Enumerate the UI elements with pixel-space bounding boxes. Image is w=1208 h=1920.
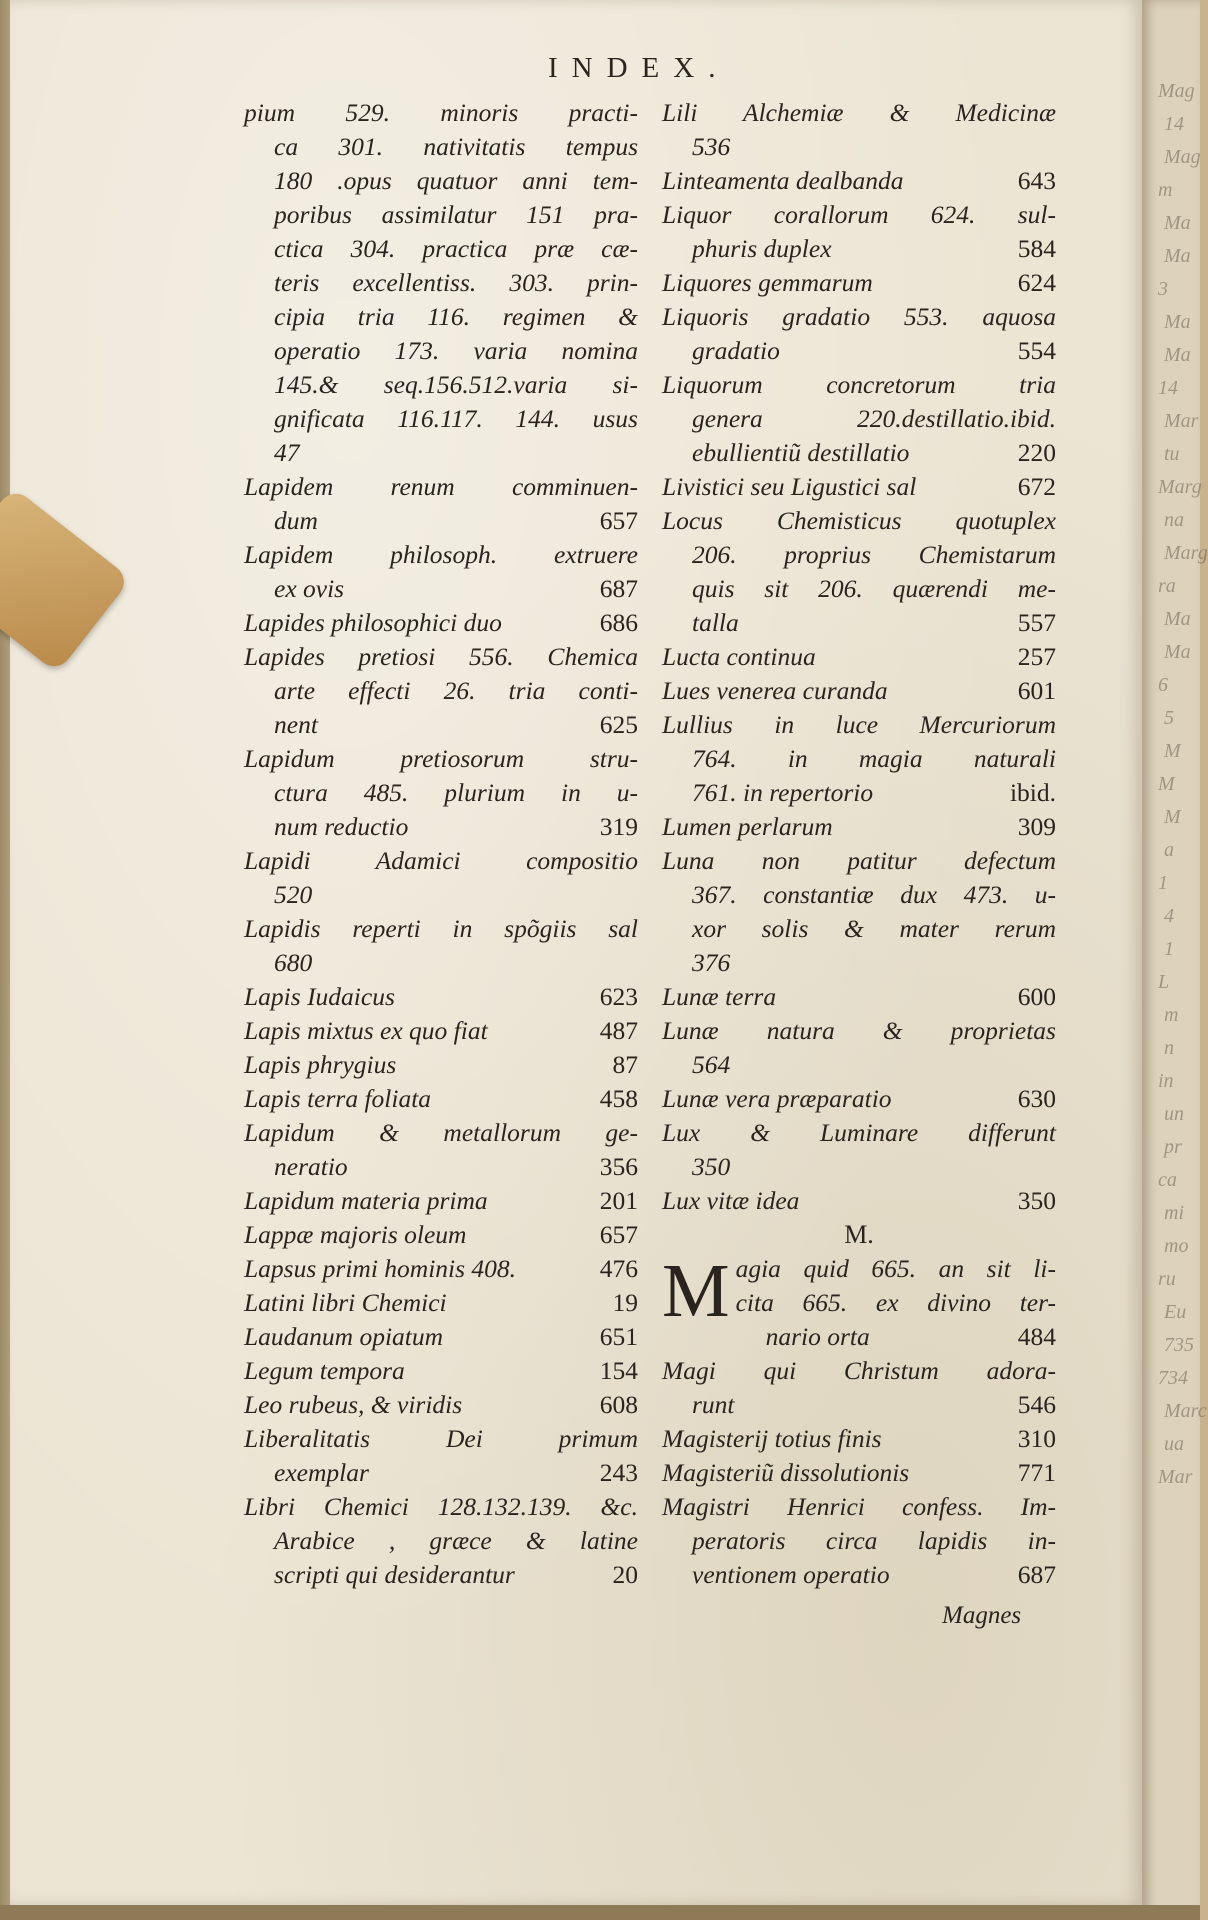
entry-text: 47 — [274, 438, 300, 467]
entry-text: Lapis terra foliata — [244, 1084, 432, 1113]
index-entry — [662, 810, 1056, 844]
entry-last-line — [662, 470, 1056, 504]
index-entry — [662, 1354, 1056, 1422]
entry-last-line — [244, 1456, 638, 1490]
index-entry — [244, 1388, 638, 1422]
entry-line: Lapidum & metallorum ge- — [244, 1118, 638, 1147]
entry-last-line — [662, 436, 1056, 470]
entry-line: Liquoris gradatio 553. aquosa — [662, 302, 1056, 331]
page-reference: 243 — [599, 1458, 638, 1487]
index-entry — [662, 96, 1056, 164]
entry-text: Lumen perlarum — [662, 812, 833, 841]
next-page-fragment: Eu — [1164, 1301, 1187, 1323]
next-page-fragment: ru — [1158, 1268, 1176, 1290]
entry-last-line — [662, 1082, 1056, 1116]
entry-text: 536 — [692, 132, 731, 161]
entry-text: neratio — [274, 1152, 348, 1181]
index-entry — [244, 1422, 638, 1490]
index-entry — [244, 96, 638, 470]
index-entry — [662, 980, 1056, 1014]
index-entry — [244, 1116, 638, 1184]
entry-last-line — [662, 1388, 1056, 1422]
index-entry — [662, 1249, 1056, 1354]
entry-text: Lucta continua — [662, 642, 816, 671]
page-reference: 601 — [1017, 676, 1056, 705]
page-reference: 657 — [599, 506, 638, 535]
index-entry — [244, 1252, 638, 1286]
page-reference: 319 — [599, 812, 638, 841]
page-reference: 350 — [1017, 1186, 1056, 1215]
entry-line: Locus Chemisticus quotuplex — [662, 506, 1056, 535]
entry-text: Lux vitæ idea — [662, 1186, 800, 1215]
entry-line: Liquorum concretorum tria — [662, 370, 1056, 399]
index-entry — [244, 844, 638, 912]
entry-text: Lapides philosophici duo — [244, 608, 502, 637]
entry-last-line — [662, 674, 1056, 708]
next-page-edge — [1142, 0, 1208, 1920]
entry-text: Lapis mixtus ex quo fiat — [244, 1016, 488, 1045]
index-entry — [244, 1014, 638, 1048]
next-page-fragment: ra — [1158, 575, 1176, 597]
index-entry — [244, 538, 638, 606]
page-reference: ibid. — [1009, 778, 1056, 807]
index-entry — [244, 1082, 638, 1116]
entry-text: Lapis phrygius — [244, 1050, 397, 1079]
entry-line: Magistri Henrici confess. Im- — [662, 1492, 1056, 1521]
index-entry — [244, 1218, 638, 1252]
entry-text: Lapis Iudaicus — [244, 982, 395, 1011]
page-reference: 584 — [1017, 234, 1056, 263]
entry-last-line — [662, 1456, 1056, 1490]
entry-last-line — [662, 810, 1056, 844]
entry-line: arte effecti 26. tria conti- — [274, 676, 638, 705]
entry-text: Legum tempora — [244, 1356, 405, 1385]
entry-text: Liquores gemmarum — [662, 268, 873, 297]
entry-text: talla — [692, 608, 739, 637]
next-page-fragment: Ma — [1164, 344, 1191, 366]
index-entry — [662, 198, 1056, 266]
page-reference: 687 — [599, 574, 638, 603]
next-page-fragment: 3 — [1158, 278, 1168, 300]
next-page-fragment: tu — [1164, 443, 1180, 465]
entry-last-line — [244, 436, 638, 470]
page-reference: 487 — [599, 1016, 638, 1045]
index-entry — [244, 1490, 638, 1592]
entry-last-line — [244, 1354, 638, 1388]
index-entry — [662, 640, 1056, 674]
entry-line: Lapidem renum comminuen- — [244, 472, 638, 501]
next-page-fragment: pr — [1164, 1136, 1182, 1158]
next-page-fragment: Marg — [1158, 476, 1202, 498]
page-reference: 600 — [1017, 982, 1056, 1011]
entry-line: Lili Alchemiæ & Medicinæ — [662, 98, 1056, 127]
next-page-fragment: in — [1158, 1070, 1174, 1092]
entry-line: ctica 304. practica præ cæ- — [274, 234, 638, 263]
entry-line: Arabice , græce & latine — [274, 1526, 638, 1555]
entry-last-line — [244, 1048, 638, 1082]
next-page-fragment: Mar — [1164, 410, 1199, 432]
entry-text: Leo rubeus, & viridis — [244, 1390, 463, 1419]
next-page-fragment: M — [1158, 773, 1175, 795]
next-page-fragment: 734 — [1158, 1367, 1188, 1389]
entry-last-line — [244, 1388, 638, 1422]
next-page-fragment: 1 — [1158, 872, 1168, 894]
index-entry — [244, 1320, 638, 1354]
entry-text: Lunæ terra — [662, 982, 777, 1011]
entry-line: cita 665. ex divino ter- — [735, 1288, 1056, 1317]
entry-text: phuris duplex — [692, 234, 832, 263]
entry-text: gradatio — [692, 336, 780, 365]
entry-line: Lapides pretiosi 556. Chemica — [244, 642, 638, 671]
entry-text: num reductio — [274, 812, 409, 841]
entry-line: agia quid 665. an sit li- — [735, 1254, 1056, 1283]
index-entry — [662, 164, 1056, 198]
page-reference: 643 — [1017, 166, 1056, 195]
next-page-fragment: mo — [1164, 1235, 1189, 1257]
page-reference: 630 — [1017, 1084, 1056, 1113]
index-entry — [244, 1184, 638, 1218]
index-entry — [662, 1116, 1056, 1184]
page-reference: 554 — [1017, 336, 1056, 365]
entry-text: Latini libri Chemici — [244, 1288, 447, 1317]
entry-last-line — [244, 606, 638, 640]
next-page-fragment: na — [1164, 509, 1184, 531]
next-page-fragment: M — [1164, 806, 1181, 828]
entry-line: cipia tria 116. regimen & — [274, 302, 638, 331]
entry-line: Lullius in luce Mercuriorum — [662, 710, 1056, 739]
entry-line: 764. in magia naturali — [692, 744, 1056, 773]
entry-line: Lapidis reperti in spõgiis sal — [244, 914, 638, 943]
index-entry — [244, 912, 638, 980]
entry-text: Lapidum materia prima — [244, 1186, 488, 1215]
next-page-fragment: Ma — [1164, 245, 1191, 267]
entry-last-line — [244, 1014, 638, 1048]
entry-text: 350 — [692, 1152, 731, 1181]
next-page-fragment: Marg — [1164, 542, 1208, 564]
next-page-fragment: m — [1158, 179, 1173, 201]
next-page-fragment: mi — [1164, 1202, 1184, 1224]
index-entry — [244, 470, 638, 538]
entry-text: runt — [692, 1390, 735, 1419]
entry-last-line — [244, 1286, 638, 1320]
index-entry — [662, 1490, 1056, 1592]
index-entry — [662, 266, 1056, 300]
page-reference: 309 — [1017, 812, 1056, 841]
entry-line: Liquor corallorum 624. sul- — [662, 200, 1056, 229]
next-page-fragment: a — [1164, 839, 1174, 861]
entry-text: ebullientiũ destillatio — [692, 438, 910, 467]
page-header: INDEX. — [548, 52, 730, 84]
entry-text: Magisterij totius finis — [662, 1424, 882, 1453]
index-entry — [662, 844, 1056, 980]
page-reference: 546 — [1017, 1390, 1056, 1419]
page-reference: 771 — [1017, 1458, 1056, 1487]
page-reference: 625 — [599, 710, 638, 739]
entry-line: ctura 485. plurium in u- — [274, 778, 638, 807]
page-reference: 608 — [599, 1390, 638, 1419]
entry-last-line — [244, 1252, 638, 1286]
page-reference: 154 — [599, 1356, 638, 1385]
index-entry — [244, 1048, 638, 1082]
page-reference: 623 — [599, 982, 638, 1011]
section-letter-heading: M. — [844, 1220, 874, 1249]
index-entry — [662, 1082, 1056, 1116]
next-page-fragment: Mar — [1158, 1466, 1193, 1488]
page-reference: 687 — [1017, 1560, 1056, 1589]
next-page-fragment: 6 — [1158, 674, 1168, 696]
entry-last-line — [244, 810, 638, 844]
entry-last-line — [662, 606, 1056, 640]
next-page-fragment: Mag — [1164, 146, 1201, 168]
next-page-fragment: 735 — [1164, 1334, 1194, 1356]
next-page-fragment: L — [1158, 971, 1170, 993]
entry-last-line — [662, 266, 1056, 300]
next-page-fragment: 14 — [1164, 113, 1184, 135]
next-page-fragment: Ma — [1164, 641, 1191, 663]
page-reference: 87 — [612, 1050, 638, 1079]
entry-text: scripti qui desiderantur — [274, 1560, 515, 1589]
entry-last-line — [662, 130, 1056, 164]
index-entry — [244, 606, 638, 640]
index-entry — [244, 980, 638, 1014]
page-reference: 624 — [1017, 268, 1056, 297]
entry-text: 520 — [274, 880, 313, 909]
index-entry — [662, 1422, 1056, 1456]
index-entry — [662, 368, 1056, 470]
entry-last-line — [662, 776, 1056, 810]
entry-last-line — [244, 980, 638, 1014]
next-page-fragment: M — [1164, 740, 1181, 762]
entry-line: poribus assimilatur 151 pra- — [274, 200, 638, 229]
index-entry — [662, 300, 1056, 368]
entry-last-line — [736, 1320, 1056, 1354]
entry-text: Lapsus primi hominis 408. — [244, 1254, 517, 1283]
next-page-fragment: m — [1164, 1004, 1179, 1026]
entry-last-line — [244, 946, 638, 980]
entry-line: Lapidem philosoph. extruere — [244, 540, 638, 569]
index-entry — [662, 1456, 1056, 1490]
next-page-fragment: Marc — [1164, 1400, 1207, 1422]
next-page-fragment: n — [1164, 1037, 1174, 1059]
entry-line: 180 .opus quatuor anni tem- — [274, 166, 638, 195]
entry-line: Libri Chemici 128.132.139. &c. — [244, 1492, 638, 1521]
next-page-fragment: Ma — [1164, 608, 1191, 630]
page-reference: 458 — [599, 1084, 638, 1113]
index-entry — [662, 708, 1056, 810]
entry-line: 367. constantiæ dux 473. u- — [692, 880, 1056, 909]
entry-text: dum — [274, 506, 318, 535]
page-reference: 484 — [1017, 1322, 1056, 1351]
entry-last-line — [662, 334, 1056, 368]
entry-last-line — [244, 1558, 638, 1592]
entry-text: Magisteriũ dissolutionis — [662, 1458, 910, 1487]
entry-text: Lues venerea curanda — [662, 676, 888, 705]
entry-line: gnificata 116.117. 144. usus — [274, 404, 638, 433]
next-page-fragment: Ma — [1164, 311, 1191, 333]
entry-last-line — [662, 980, 1056, 1014]
entry-last-line — [244, 1320, 638, 1354]
index-entry — [662, 674, 1056, 708]
entry-line: 206. proprius Chemistarum — [692, 540, 1056, 569]
entry-text: Lappæ majoris oleum — [244, 1220, 467, 1249]
next-page-fragment: ca — [1158, 1169, 1177, 1191]
entry-last-line — [244, 1082, 638, 1116]
index-column-left — [244, 96, 638, 1592]
index-entry — [662, 470, 1056, 504]
page-reference: 257 — [1017, 642, 1056, 671]
entry-text: Linteamenta dealbanda — [662, 166, 904, 195]
index-column-right — [662, 96, 1056, 1592]
index-entry — [662, 1184, 1056, 1218]
entry-line: 145.& seq.156.512.varia si- — [274, 370, 638, 399]
entry-text: 680 — [274, 948, 313, 977]
entry-last-line — [244, 1184, 638, 1218]
index-entry — [244, 742, 638, 844]
index-entry — [662, 504, 1056, 640]
entry-last-line — [662, 1184, 1056, 1218]
drop-capital: M — [662, 1249, 730, 1333]
entry-line: operatio 173. varia nomina — [274, 336, 638, 365]
next-page-fragment: 5 — [1164, 707, 1174, 729]
entry-last-line — [662, 1150, 1056, 1184]
entry-line: ca 301. nativitatis tempus — [274, 132, 638, 161]
entry-text: nario orta — [765, 1322, 870, 1351]
entry-line: Liberalitatis Dei primum — [244, 1424, 638, 1453]
page-reference: 686 — [599, 608, 638, 637]
entry-text: 376 — [692, 948, 731, 977]
entry-line: Magi qui Christum adora- — [662, 1356, 1056, 1385]
next-page-fragment: 14 — [1158, 377, 1178, 399]
entry-line: pium 529. minoris practi- — [244, 98, 638, 127]
next-page-fragment: Ma — [1164, 212, 1191, 234]
entry-text: exemplar — [274, 1458, 369, 1487]
entry-line: Lapidum pretiosorum stru- — [244, 744, 638, 773]
entry-line: peratoris circa lapidis in- — [692, 1526, 1056, 1555]
entry-last-line — [662, 946, 1056, 980]
next-page-fragment: Mag — [1158, 80, 1195, 102]
page-reference: 657 — [599, 1220, 638, 1249]
bottom-edge — [0, 1905, 1200, 1920]
entry-last-line — [662, 232, 1056, 266]
entry-line: genera 220.destillatio.ibid. — [692, 404, 1056, 433]
entry-last-line — [662, 164, 1056, 198]
entry-last-line — [244, 1218, 638, 1252]
index-entry — [244, 640, 638, 742]
page-reference: 220 — [1017, 438, 1056, 467]
entry-last-line — [244, 504, 638, 538]
next-page-fragment: ua — [1164, 1433, 1184, 1455]
entry-text: Livistici seu Ligustici sal — [662, 472, 917, 501]
entry-last-line — [244, 572, 638, 606]
index-entry — [662, 1014, 1056, 1082]
page-reference: 310 — [1017, 1424, 1056, 1453]
entry-last-line — [662, 1558, 1056, 1592]
entry-line: Lapidi Adamici compositio — [244, 846, 638, 875]
entry-last-line — [244, 878, 638, 912]
index-entry — [244, 1354, 638, 1388]
page-reference: 557 — [1017, 608, 1056, 637]
entry-last-line — [662, 1048, 1056, 1082]
index-entry — [244, 1286, 638, 1320]
entry-line: quis sit 206. quærendi me- — [692, 574, 1056, 603]
entry-text: nent — [274, 710, 318, 739]
entry-last-line — [662, 640, 1056, 674]
page-reference: 651 — [599, 1322, 638, 1351]
entry-line: Lux & Luminare differunt — [662, 1118, 1056, 1147]
catchword: Magnes — [942, 1602, 1022, 1629]
entry-last-line — [244, 708, 638, 742]
page-reference: 672 — [1017, 472, 1056, 501]
page-reference: 201 — [599, 1186, 638, 1215]
entry-text: Lunæ vera præparatio — [662, 1084, 892, 1113]
page-reference: 356 — [599, 1152, 638, 1181]
next-page-fragment: 4 — [1164, 905, 1174, 927]
page-reference: 19 — [612, 1288, 638, 1317]
entry-text: ventionem operatio — [692, 1560, 890, 1589]
entry-last-line — [244, 1150, 638, 1184]
entry-last-line — [662, 1422, 1056, 1456]
page-reference: 476 — [599, 1254, 638, 1283]
entry-line: Lunæ natura & proprietas — [662, 1016, 1056, 1045]
entry-line: Luna non patitur defectum — [662, 846, 1056, 875]
page-reference: 20 — [612, 1560, 638, 1589]
entry-line: teris excellentiss. 303. prin- — [274, 268, 638, 297]
entry-text: Laudanum opiatum — [244, 1322, 444, 1351]
next-page-fragment: 1 — [1164, 938, 1174, 960]
entry-text: ex ovis — [274, 574, 345, 603]
entry-text: 761. in repertorio — [692, 778, 874, 807]
entry-line: xor solis & mater rerum — [692, 914, 1056, 943]
entry-text: 564 — [692, 1050, 731, 1079]
next-page-fragment: un — [1164, 1103, 1184, 1125]
